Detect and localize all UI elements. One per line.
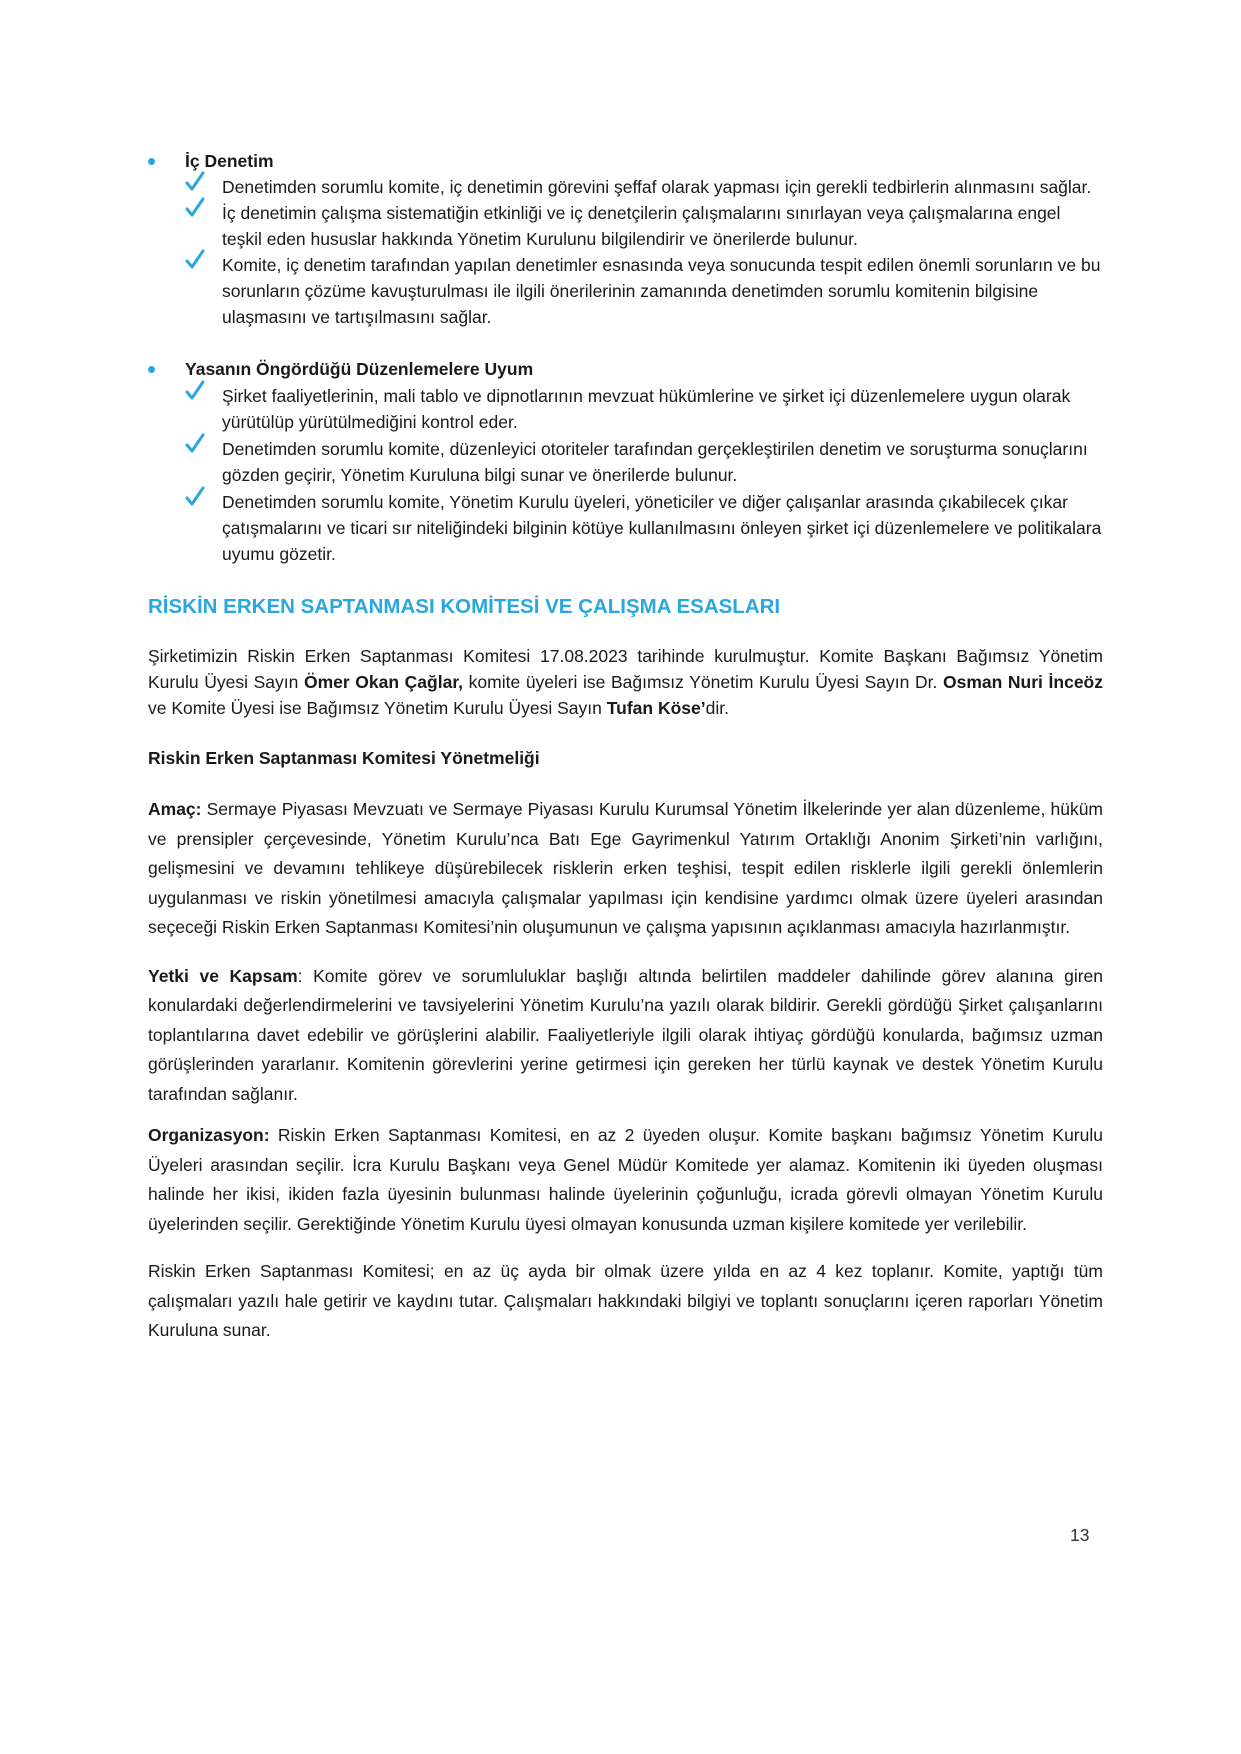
checkmark-icon [185,249,205,271]
check-list [148,383,1103,567]
list-item [148,200,1103,252]
organizasyon-paragraph [148,1121,1103,1239]
checkmark-icon [185,171,205,193]
member-name: Osman Nuri İnceöz [942,672,1103,692]
intro-text: dir. [705,698,729,718]
page-number: 13 [1070,1525,1090,1545]
regulation-title: Riskin Erken Saptanması Komitesi Yönetmeliği [148,748,540,768]
paragraph-label: Amaç: [148,799,202,819]
intro-text: ve Komite Üyesi ise Bağımsız Yönetim Kurulu Üyesi Sayın [148,698,607,718]
yetki-paragraph [148,962,1103,1110]
paragraph-text: Riskin Erken Saptanması Komitesi, en az 2 üyeden oluşur. Komite başkanı bağımsız Yönetim Kurulu Üyeleri arasından seçilir. İcra Kurulu Başkanı veya Genel Müdür Komitede yer alamaz. Komitenin iki üyeden oluşması halinde her ikisi, ikiden fazla üyesinin bulunması halinde üyelerinin çoğunluğu, icrada görevli olmayan Yönetim Kurulu üyelerinden seçilir. Gerektiğinde Yönetim Kurulu üyesi olmayan konusunda uzman kişilere komitede yer verilebilir. [148,1125,1103,1234]
list-item-text: İç denetimin çalışma sistematiğin etkinliği ve iç denetçilerin çalışmalarını sınırlayan veya çalışmalarına engel teşkil eden hususlar hakkında Yönetim Kurulunu bilgilendirir ve önerilerde bulunur. [222,203,1061,249]
document-page [148,148,1103,1346]
checkmark-icon [185,433,205,455]
amac-paragraph [148,795,1103,943]
check-list [148,174,1103,330]
list-item [148,436,1103,488]
section-ic-denetim [148,148,1103,330]
bullet-dot-icon [148,366,155,373]
toplanti-paragraph: Riskin Erken Saptanması Komitesi; en az üç ayda bir olmak üzere yılda en az 4 kez toplanır. Komite, yaptığı tüm çalışmaları yazılı hale getirir ve kaydını tutar. Çalışmaları hakkındaki bilgiyi ve toplantı sonuçlarını içeren raporları Yönetim Kuruluna sunar. [148,1261,1103,1340]
paragraph-label: Yetki ve Kapsam [148,965,298,986]
list-item-text: Denetimden sorumlu komite, düzenleyici otoriteler tarafından gerçekleştirilen denetim ve soruşturma sonuçlarını gözden geçirir, Yönetim Kuruluna bilgi sunar ve önerilerde bulunur. [222,439,1088,485]
list-item [148,489,1103,567]
section-title-row [148,148,1103,174]
section-title-row [148,356,1103,382]
section-title: Yasanın Öngördüğü Düzenlemelere Uyum [185,359,534,379]
checkmark-icon [185,197,205,219]
paragraph-label: Organizasyon: [148,1125,270,1145]
member-name: Tufan Köse’ [606,698,706,718]
intro-paragraph [148,643,1103,721]
list-item-text: Komite, iç denetim tarafından yapılan denetimler esnasında veya sonucunda tespit edilen önemli sorunların ve bu sorunların çözüme kavuşturulması ile ilgili önerilerinin zamanında denetimden sorumlu komitenin bilgisine ulaşmasını ve tartışılmasını sağlar. [222,255,1101,327]
list-item [148,252,1103,330]
checkmark-icon [185,380,205,402]
paragraph-text: : Komite görev ve sorumluluklar başlığı altında belirtilen maddeler dahilinde görev alanına giren konulardaki değerlendirmelerini ve tavsiyelerini Yönetim Kurulu’na yazılı olarak bildirir. Gerekli gördüğü Şirket çalışanlarını toplantılarına davet edebilir ve görüşlerini alabilir. Faaliyetleriyle ilgili olarak ihtiyaç gördüğü konularda, bağımsız uzman görüşlerinden yararlanır. Komitenin görevlerini yerine getirmesi için gereken her türlü kaynak ve destek Yönetim Kurulu tarafından sağlanır. [148,965,1103,1104]
paragraph-text: Sermaye Piyasası Mevzuatı ve Sermaye Piyasası Kurulu Kurumsal Yönetim İlkelerinde yer alan düzenleme, hüküm ve prensipler çerçevesinde, Yönetim Kurulu’nca Batı Ege Gayrimenkul Yatırım Ortaklığı Anonim Şirketi’nin varlığını, gelişmesini ve devamını tehlikeye düşürebilecek risklerin erken teşhisi, tespit edilen risklerle ilgili gerekli önlemlerin uygulanması ve riskin yönetilmesi amacıyla çalışmalar yapılması için kendisine yardımcı olmak üzere üyeleri arasından seçeceği Riskin Erken Saptanması Komitesi’nin oluşumunun ve çalışma yapısının açıklanması amacıyla hazırlanmıştır. [148,799,1103,937]
bullet-dot-icon [148,158,155,165]
section-title: İç Denetim [185,151,274,171]
intro-text: komite üyeleri ise Bağımsız Yönetim Kurulu Üyesi Sayın Dr. [463,672,943,692]
list-item [148,174,1103,200]
section-heading: RİSKİN ERKEN SAPTANMASI KOMİTESİ VE ÇALIŞMA ESASLARI [148,595,781,618]
checkmark-icon [185,486,205,508]
chair-name: Ömer Okan Çağlar, [303,672,464,692]
intro-text: Şirketimizin Riskin Erken Saptanması Komitesi 17.08.2023 tarihinde kurulmuştur. Komite Başkanı Bağımsız Yönetim Kurulu Üyesi Sayın [148,646,1103,692]
section-uyum [148,356,1103,567]
list-item-text: Denetimden sorumlu komite, Yönetim Kurulu üyeleri, yöneticiler ve diğer çalışanlar arasında çıkabilecek çıkar çatışmalarını ve ticari sır niteliğindeki bilginin kötüye kullanılmasını önleyen şirket içi düzenlemelere ve politikalara uyumu gözetir. [222,492,1102,564]
list-item-text: Denetimden sorumlu komite, iç denetimin görevini şeffaf olarak yapması için gerekli tedbirlerin alınmasını sağlar. [222,177,1092,197]
list-item [148,383,1103,435]
list-item-text: Şirket faaliyetlerinin, mali tablo ve dipnotlarının mevzuat hükümlerine ve şirket içi düzenlemelere uygun olarak yürütülüp yürütülmediğini kontrol eder. [222,386,1071,432]
